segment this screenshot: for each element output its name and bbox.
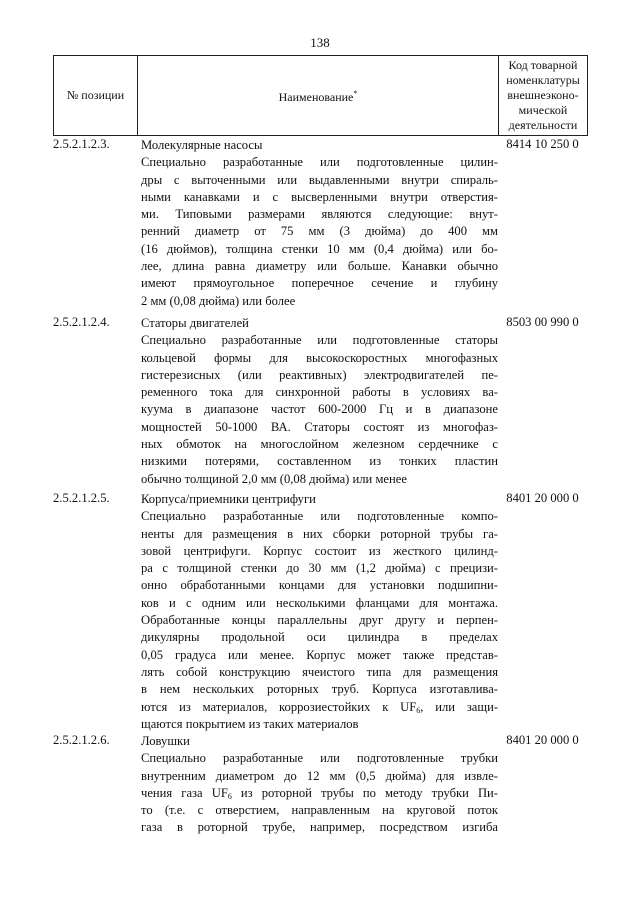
footnote-mark: * <box>353 89 358 98</box>
desc-line: чения газа $UF_6$ из роторной трубы по методу трубки Пи- <box>141 785 498 801</box>
desc-line: газа в роторной трубе, например, посредством изгиба <box>141 820 498 835</box>
desc-line: ременного тока для синхронной работы в условиях ва- <box>141 385 498 400</box>
header-code-line: мической <box>518 103 568 117</box>
entry-description <box>141 750 498 836</box>
page-number: 138 <box>310 35 330 50</box>
desc-line: (16 дюймов), толщина стенки 10 мм (0,4 дюйма) или бо- <box>141 241 498 256</box>
entry-code: 8401 20 000 0 <box>506 733 579 747</box>
desc-line: 0,05 градуса или менее. Корпус может также представ- <box>141 647 498 662</box>
desc-line: Специально разработанные или подготовленные компо- <box>141 509 498 524</box>
entry-body <box>141 315 498 488</box>
entry-position: 2.5.2.1.2.4. <box>53 315 110 329</box>
entry-description <box>141 154 498 310</box>
header-table <box>53 55 588 136</box>
desc-line: лять собой конструкцию ячеистого типа для размещения <box>141 664 498 679</box>
desc-line: онно обработанными концами для установки подшипни- <box>141 578 498 593</box>
desc-line: ков и с одним или несколькими фланцами для монтажа. <box>141 595 498 610</box>
desc-line: мощностей 50-1000 ВА. Статоры состоят из многофаз- <box>141 419 498 434</box>
desc-line: щаются покрытием из таких материалов <box>141 716 359 731</box>
desc-line: 2 мм (0,08 дюйма) или более <box>141 293 296 308</box>
desc-line: ра с толщиной стенки до 30 мм (1,2 дюйма) с прецизи- <box>141 561 498 576</box>
desc-line: лее, длина равна диаметру или больше. Канавки обычно <box>141 259 498 274</box>
header-name-label: Наименование <box>278 90 354 104</box>
header-code-line: номенклатуры <box>506 73 580 87</box>
entry-position: 2.5.2.1.2.5. <box>53 491 110 505</box>
desc-line: ненты для размещения в них сборки роторной трубы га- <box>141 526 498 541</box>
desc-line: куума в диапазоне частот 600-2000 Гц и в диапазоне <box>141 402 498 417</box>
desc-line: Специально разработанные или подготовленные трубки <box>141 751 498 766</box>
desc-line: Специально разработанные или подготовленные цилин- <box>141 155 498 170</box>
desc-line: внутренним диаметром до 12 мм (0,5 дюйма) для извле- <box>141 768 498 783</box>
header-position: № позиции <box>54 56 138 136</box>
header-code-line: внешнеэконо- <box>507 88 579 102</box>
entry-title: Ловушки <box>141 734 190 748</box>
desc-line: гистерезисных (или реактивных) электродвигателей пе- <box>141 367 498 382</box>
desc-line: зовой центрифуги. Корпус состоит из жесткого цилинд- <box>141 543 498 558</box>
entry-description <box>141 332 498 488</box>
desc-line: ми. Типовыми размерами являются следующие: внут- <box>141 207 498 222</box>
desc-line: ными канавками и с высверленными внутри отверстия- <box>141 189 498 204</box>
desc-line: ных обмоток на многослойном железном сердечнике с <box>141 437 498 452</box>
entry-position: 2.5.2.1.2.3. <box>53 137 110 151</box>
entry-code: 8401 20 000 0 <box>506 491 579 505</box>
desc-line: ренний диаметр от 75 мм (3 дюйма) до 400 мм <box>141 224 498 239</box>
entry-position: 2.5.2.1.2.6. <box>53 733 110 747</box>
desc-line: имеют прямоугольное поперечное сечение и глубину <box>141 276 498 291</box>
entry-body <box>141 491 498 733</box>
desc-line: обычно толщиной 2,0 мм (0,08 дюйма) или менее <box>141 471 407 486</box>
desc-line: дры с выточенными или выдавленными внутри спираль- <box>141 172 498 187</box>
entry-body <box>141 733 498 837</box>
desc-line: Обработанные концы параллельны друг другу и перпен- <box>141 613 498 628</box>
entry-code: 8503 00 990 0 <box>506 315 579 329</box>
entry-description <box>141 508 498 733</box>
desc-line: ются из материалов, коррозиестойких к $UF_6$, или защи- <box>141 699 499 715</box>
entry-title: Молекулярные насосы <box>141 138 263 152</box>
header-name <box>138 56 499 136</box>
desc-line: Специально разработанные или подготовленные статоры <box>141 333 498 348</box>
header-code <box>499 56 588 136</box>
desc-line: в нем нескольких роторных труб. Корпуса изготавлива- <box>141 682 498 697</box>
desc-line: кольцевой формы для высокоскоростных многофазных <box>141 350 498 365</box>
entry-title: Корпуса/приемники центрифуги <box>141 492 316 506</box>
desc-line: то (т.е. с отверстием, направленным на круговой поток <box>141 803 498 818</box>
entry-code: 8414 10 250 0 <box>506 137 579 151</box>
header-code-line: Код товарной <box>508 58 578 72</box>
desc-line: дикулярны продольной оси цилиндра в пределах <box>141 630 498 645</box>
entry-title: Статоры двигателей <box>141 316 249 330</box>
entry-body <box>141 137 498 310</box>
header-code-line: деятельности <box>508 118 578 132</box>
desc-line: низкими потерями, составленном из тонких пластин <box>141 454 498 469</box>
